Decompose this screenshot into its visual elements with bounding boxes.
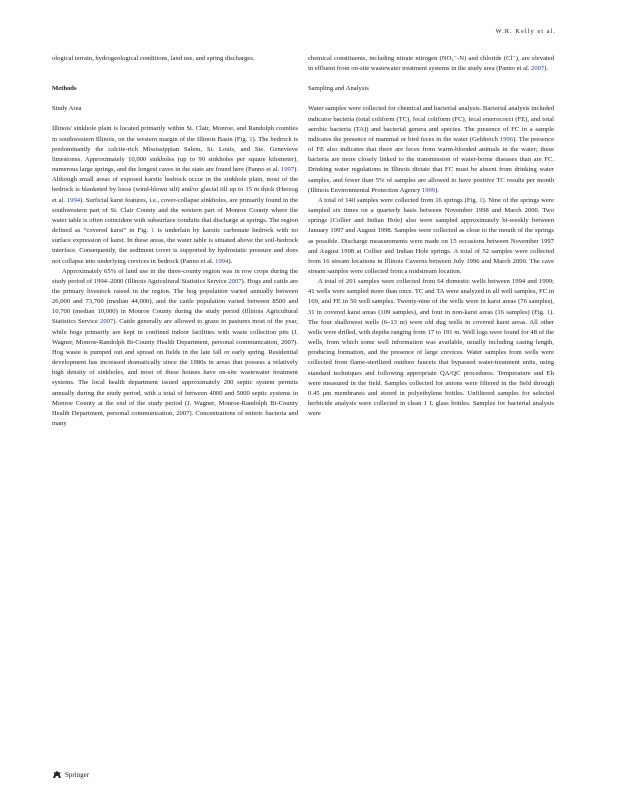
section-heading-methods: Methods xyxy=(52,85,77,93)
paragraph-study-area-2: Approximately 65% of land use in the three-county region was in row crops during the study period of 1994–2000 (Illinois Agricultural Statistics Service 2007). Hogs and cattle are the primary livestock raised in the region. The hog population varied annually between 26,000 and 73,700 (median 44,000), and the cattle population varied between 8500 and 10,700 (median 10,000) in Monroe County during the study period (Illinois Agricultural Statistics Service 2007). Cattle generally are allowed to graze in pastures most of the year, while hogs primarily are kept in confined indoor facilities with waste collection pits (J. Wagner, Monroe-Randolph Bi-County Health Department, personal communication, 2007). Hog waste is pumped out and spread on fields in the late fall or early spring. Residential development has increased dramatically since the 1980s in areas that possess a relatively high density of sinkholes, and most of these houses have on-site wastewater treatment systems. The local health department issued approximately 200 septic system permits annually during the study period, with a total of between 4000 and 5000 septic systems in Monroe County at the end of the study period (J. Wagner, Monroe-Randolph Bi-County Health Department, personal communication, 2007). Concentrations of enteric bacteria and many xyxy=(52,267,298,427)
paragraph-continuation: chemical constituents, including nitrate nitrogen (NO₃⁻-N) and chloride (Cl⁻), are elevated in effluent from on-site wastewater treatment systems in the study area (Panno et al. 2007). xyxy=(308,55,554,73)
citation-link[interactable]: 1996 xyxy=(499,135,514,143)
figure-link[interactable]: 1 xyxy=(546,308,551,316)
left-column xyxy=(52,54,298,429)
figure-link[interactable]: 1 xyxy=(479,196,483,204)
figure-link[interactable]: 1 xyxy=(151,227,155,235)
citation-link[interactable]: 1997 xyxy=(280,166,295,174)
citation-link[interactable]: 2007 xyxy=(228,277,242,285)
subsection-heading-sampling: Sampling and Analysis xyxy=(308,85,369,93)
figure-link[interactable]: 1 xyxy=(249,135,253,143)
right-column xyxy=(308,54,554,419)
publisher-logo xyxy=(52,770,89,779)
paragraph-study-area-1: Illinois' sinkhole plain is located primarily within St. Clair, Monroe, and Randolph counties in southwestern Illinois, on the western margin of the Illinois Basin (Fig. 1). The bedrock is predominantly the calcite-rich Mississippian Salem, St. Louis, and Ste. Genevieve limestones. Approximately 10,000 sinkholes (up to 90 sinkholes per square kilometer), numerous large springs, and the longest caves in the state are found here (Panno et al. 1997). Although small areas of exposed karstic bedrock occur in the sinkhole plain, most of the bedrock is blanketed by loess (wind-blown silt) and/or glacial till up to 15 m thick (Herzog et al. 1994). Surficial karst features, i.e., cover-collapse sinkholes, are primarily found in the southwestern part of St. Clair County and the western part of Monroe County where the water table is often coincident with subsurface conduits that discharge at springs. The region defined as “covered karst” in Fig. 1 is underlain by karstic carbonate bedrock with no surface expression of karst. In these areas, the water table is situated above the soil-bedrock interface. Consequently, the sediment cover is supported by hydrostatic pressure and does not collapse into underlying crevices in bedrock (Panno et al. 1994). xyxy=(52,125,299,265)
intro-text: ological terrain, hydrogeological conditions, land use, and spring discharges. xyxy=(52,55,255,62)
publisher-name: Springer xyxy=(65,770,90,779)
citation-link[interactable]: 1999 xyxy=(421,186,436,194)
citation-link[interactable]: 2007 xyxy=(100,318,114,326)
citation-link[interactable]: 1994 xyxy=(66,196,81,204)
paragraph-sampling-1: Water samples were collected for chemical and bacterial analysis. Bacterial analysis included indicator bacteria (total coliform (TC), fecal coliform (FC), fecal enterococci (FE), and total aerobic bacteria (TA)) and bacterial genera and species. The presence of FC in a sample indicates the presence of mammal or bird feces in the water (Geldreich 1996). The presence of FE also indicates that there are feces from warm-blooded animals in the water; these bacteria are more closely linked to the transmission of water-borne diseases than are FC. Drinking water regulations in Illinois dictate that FC must be absent from drinking water samples, and fewer than 5% of samples are allowed to have positive TC results per month (Illinois Environmental Protection Agency 1999). xyxy=(308,105,555,194)
citation-link[interactable]: 2007 xyxy=(531,65,545,73)
paragraph-sampling-2: A total of 140 samples were collected from 16 springs (Fig. 1). Nine of the springs were sampled six times on a quarterly basis between November 1998 and March 2000. Two springs (Collier and Indian Hole) also were sampled approximately bi-weekly between January 1997 and August 1998. Samples were collected as close to the mouth of the springs as possible. Discharge measurements were made on 15 occasions between November 1997 and August 1998 at Collier and Indian Hole springs. A total of 52 samples were collected from 16 stream locations in Illinois Caverns between July 1996 and March 2000. The cave stream samples were collected from a midstream location. xyxy=(308,196,554,275)
paragraph-sampling-3: A total of 201 samples were collected from 64 domestic wells between 1994 and 1999; 41 wells were sampled more than once. TC and TA were analyzed in all well samples, FC in 169, and FE in 50 well samples. Twenty-nine of the wells were in karst areas (76 samples), 31 in covered karst areas (109 samples), and four in non-karst areas (16 samples) (Fig. 1). The four shallowest wells (6–13 m) were old dug wells in covered karst areas. All other wells were drilled, with depths ranging from 17 to 191 m. Well logs were found for 48 of the wells, from which some well information was available, usually including casing length, producing formation, and the presence of large crevices. Water samples from wells were collected from flame-sterilized outdoor faucets that bypassed water-treatment units, using standard techniques and following appropriate QA/QC procedures. Temperature and Eh were measured in the field. Samples collected for anions were filtered in the field through 0.45 μm membranes and stored in polyethylene bottles. Unfiltered samples for selected herbicide analysis were collected in clean 1 L glass bottles. Samples for bacterial analysis were xyxy=(308,278,554,418)
running-header-author: W.R. Kelly et al. xyxy=(495,28,556,35)
springer-horse-icon xyxy=(52,770,62,779)
subsection-heading-study-area: Study Area xyxy=(52,105,82,113)
citation-link[interactable]: 1994 xyxy=(215,257,229,265)
